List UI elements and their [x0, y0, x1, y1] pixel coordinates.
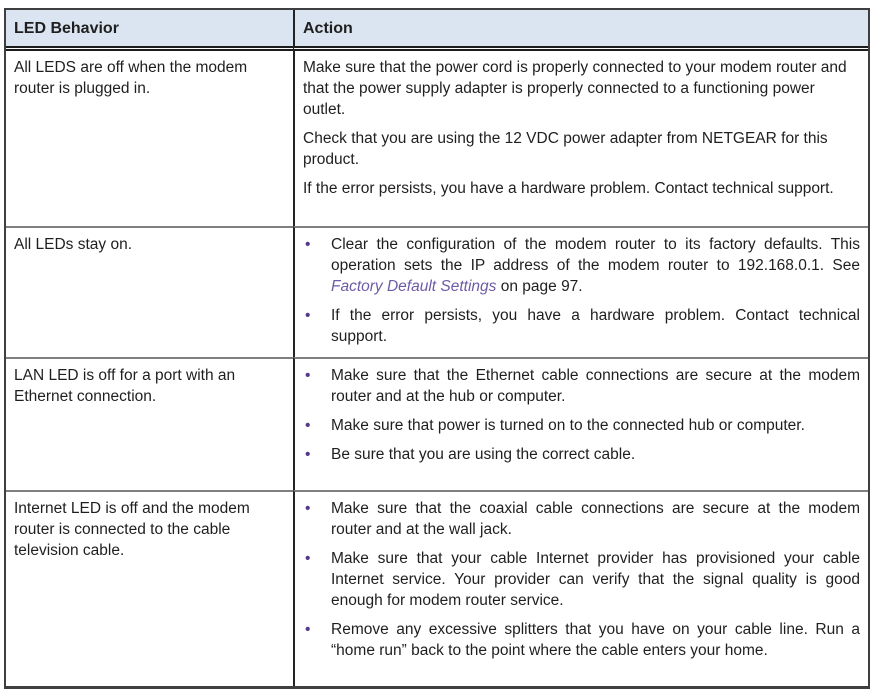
action-cell: [293, 490, 868, 686]
bullet-icon: •: [305, 446, 311, 463]
action-bullet-list: [303, 365, 860, 465]
action-paragraph: [303, 178, 860, 199]
text-segment: If the error persists, you have a hardware problem. Contact technical support.: [303, 180, 834, 197]
column-header-led-behavior: LED Behavior: [6, 10, 293, 51]
action-cell: [293, 226, 868, 357]
action-paragraph: [303, 57, 860, 120]
bullet-text: [331, 365, 860, 407]
bullet-text: [331, 619, 860, 661]
bullet-text: [331, 444, 860, 465]
action-bullet-list: [303, 234, 860, 347]
text-segment: If the error persists, you have a hardware problem. Contact technical support.: [331, 307, 860, 345]
column-header-action: Action: [293, 10, 868, 51]
bullet-icon: •: [305, 621, 311, 638]
bullet-icon: •: [305, 236, 311, 253]
bullet-icon: •: [305, 500, 311, 517]
text-segment: Make sure that the Ethernet cable connections are secure at the modem router and at the hub or computer.: [331, 367, 860, 405]
bullet-icon: •: [305, 367, 311, 384]
action-cell: [293, 357, 868, 490]
text-segment: Make sure that your cable Internet provider has provisioned your cable Internet service. Your provider can verify that the signal quality is good enough for modem router service.: [331, 550, 860, 609]
led-behavior-cell: LAN LED is off for a port with an Ethernet connection.: [6, 357, 293, 490]
led-behavior-cell: All LEDS are off when the modem router is plugged in.: [14, 59, 248, 97]
action-bullet-list: [303, 498, 860, 661]
table-header-row: [6, 10, 868, 51]
text-segment: Make sure that the coaxial cable connections are secure at the modem router and at the wall jack.: [331, 500, 860, 538]
led-behavior-cell: All LEDs stay on.: [6, 226, 293, 357]
text-segment: Remove any excessive splitters that you have on your cable line. Run a “home run” back to the point where the cable enters your home.: [331, 621, 860, 659]
bullet-text: [331, 548, 860, 611]
bullet-text: [331, 498, 860, 540]
action-bullet-item: [303, 234, 860, 297]
action-bullet-item: [303, 498, 860, 540]
bullet-text: [331, 305, 860, 347]
led-behavior-cell: Internet LED is off and the modem router is connected to the cable television cable.: [6, 490, 293, 686]
factory-default-settings-link[interactable]: Factory Default Settings: [331, 278, 497, 295]
action-bullet-item: [303, 305, 860, 347]
table-row: [6, 226, 868, 357]
action-cell: [293, 51, 868, 226]
text-segment: Make sure that power is turned on to the connected hub or computer.: [331, 417, 805, 434]
bullet-text: [331, 415, 860, 436]
table-row: [6, 490, 868, 686]
text-segment: Be sure that you are using the correct cable.: [331, 446, 636, 463]
table-row: [6, 357, 868, 490]
text-segment: on page 97.: [496, 278, 583, 295]
bullet-icon: •: [305, 550, 311, 567]
text-segment: Check that you are using the 12 VDC power adapter from NETGEAR for this product.: [303, 130, 828, 168]
text-segment: Make sure that the power cord is properly connected to your modem router and that the power supply adapter is properly connected to a functioning power outlet.: [303, 59, 847, 118]
action-bullet-item: [303, 548, 860, 611]
bullet-icon: •: [305, 307, 311, 324]
troubleshooting-table: [4, 8, 870, 689]
action-bullet-item: [303, 444, 860, 465]
table-row: [6, 51, 868, 226]
action-bullet-item: [303, 415, 860, 436]
bullet-icon: •: [305, 417, 311, 434]
action-bullet-item: [303, 365, 860, 407]
bullet-text: [331, 234, 860, 297]
action-paragraph: [303, 128, 860, 170]
text-segment: Clear the configuration of the modem router to its factory defaults. This operation sets the IP address of the modem router to 192.168.0.1. See: [331, 236, 860, 274]
table-body: [6, 51, 868, 686]
action-bullet-item: [303, 619, 860, 661]
